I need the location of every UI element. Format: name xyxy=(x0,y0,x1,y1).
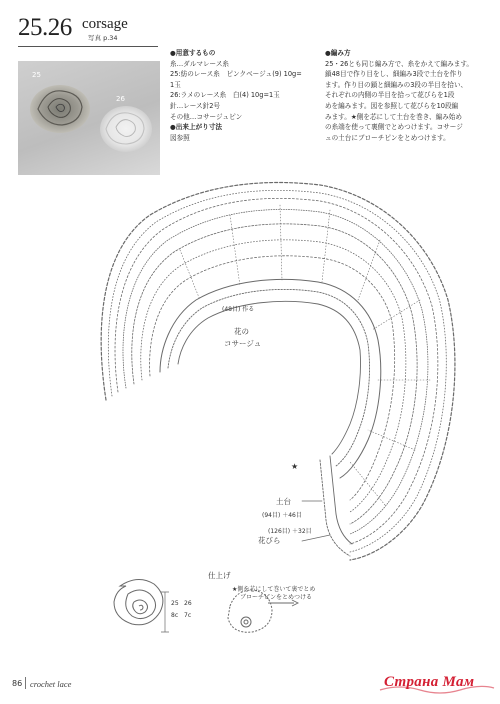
method-line: それぞれの内側の半目を拾って花びらを1段 xyxy=(325,91,455,100)
base-row-2 xyxy=(168,289,370,466)
method-line: の糸端を使って裏側でとめつけます。コサージ xyxy=(325,123,463,132)
petal-edge-7 xyxy=(150,256,395,500)
petal-spokes xyxy=(180,205,430,505)
chain-start-label: (48目) 作る xyxy=(222,306,255,313)
tail-strip-2 xyxy=(330,456,352,544)
size-val-26: 7c xyxy=(184,612,192,619)
petal-label: 花びら xyxy=(258,536,281,545)
method-line: ます。作り目の鎖と細編みの3段の半目を拾い、 xyxy=(325,80,468,89)
petal-edge-5 xyxy=(132,224,417,524)
star-marker: ★ xyxy=(291,462,299,471)
materials-line: 糸…ダルマレース糸 xyxy=(170,59,230,68)
photo-label-26: 26 xyxy=(116,95,125,103)
pattern-number: 25.26 xyxy=(18,14,72,41)
method-line: みます。★側を芯にして土台を巻き、編み始め xyxy=(325,112,462,121)
finish-note-2: ブローチピンをとめつける xyxy=(240,594,313,601)
materials-heading: ●用意するもの xyxy=(170,49,216,57)
method-line: めを編みます。図を参照して花びらを10段編 xyxy=(325,101,459,110)
petal-count: (126目) ＋32目 xyxy=(268,528,312,535)
size-heading: ●出来上がり寸法 xyxy=(170,123,222,132)
photo-reference: 写真 p.34 xyxy=(88,34,118,42)
petal-leader xyxy=(302,535,330,541)
photo-label-25: 25 xyxy=(32,71,41,79)
center-label-2: コサージュ xyxy=(224,339,262,348)
watermark-text: Страна Мам xyxy=(384,674,475,690)
finish-heading: 仕上げ xyxy=(208,571,231,580)
footer-divider xyxy=(25,677,26,689)
method-line: 25・26とも同じ編み方で、糸をかえて編みます。 xyxy=(325,59,473,68)
page-number: 86 xyxy=(12,679,23,688)
petal-edge-4 xyxy=(123,209,428,534)
materials-line: その他…コサージュピン xyxy=(170,112,243,121)
center-label-1: 花の xyxy=(234,327,249,336)
pattern-title: corsage xyxy=(82,16,128,32)
method-line: ュの土台にブローチピンをとめつけます。 xyxy=(325,133,450,142)
finished-flower-sketch xyxy=(114,579,163,624)
size-text: 図参照 xyxy=(170,133,190,142)
size-col-26: 26 xyxy=(184,600,192,607)
size-val-25: 8c xyxy=(171,612,179,619)
petal-edge-3 xyxy=(115,198,438,544)
materials-line: 1玉 xyxy=(170,80,181,89)
materials-line: 針…レース針2号 xyxy=(170,101,221,110)
petal-edge-6 xyxy=(141,240,406,512)
size-col-25: 25 xyxy=(171,600,179,607)
materials-line: 25:紡のレース糸 ピンクベージュ(9) 10g= xyxy=(170,70,302,79)
method-heading: ●編み方 xyxy=(325,49,351,57)
materials-line: 26:ラメのレース糸 白(4) 10g=1玉 xyxy=(170,91,280,100)
base-count: (94目) ＋46目 xyxy=(262,512,302,519)
finish-note-1: ★側を芯にして巻いて裏でとめ xyxy=(232,586,316,593)
base-row-3 xyxy=(178,301,361,454)
base-label: 土台 xyxy=(276,497,291,506)
book-title: crochet lace xyxy=(30,679,72,689)
base-row-1 xyxy=(160,279,381,478)
method-line: 鎖48目で作り目をし、細編み3段で土台を作り xyxy=(325,70,463,79)
